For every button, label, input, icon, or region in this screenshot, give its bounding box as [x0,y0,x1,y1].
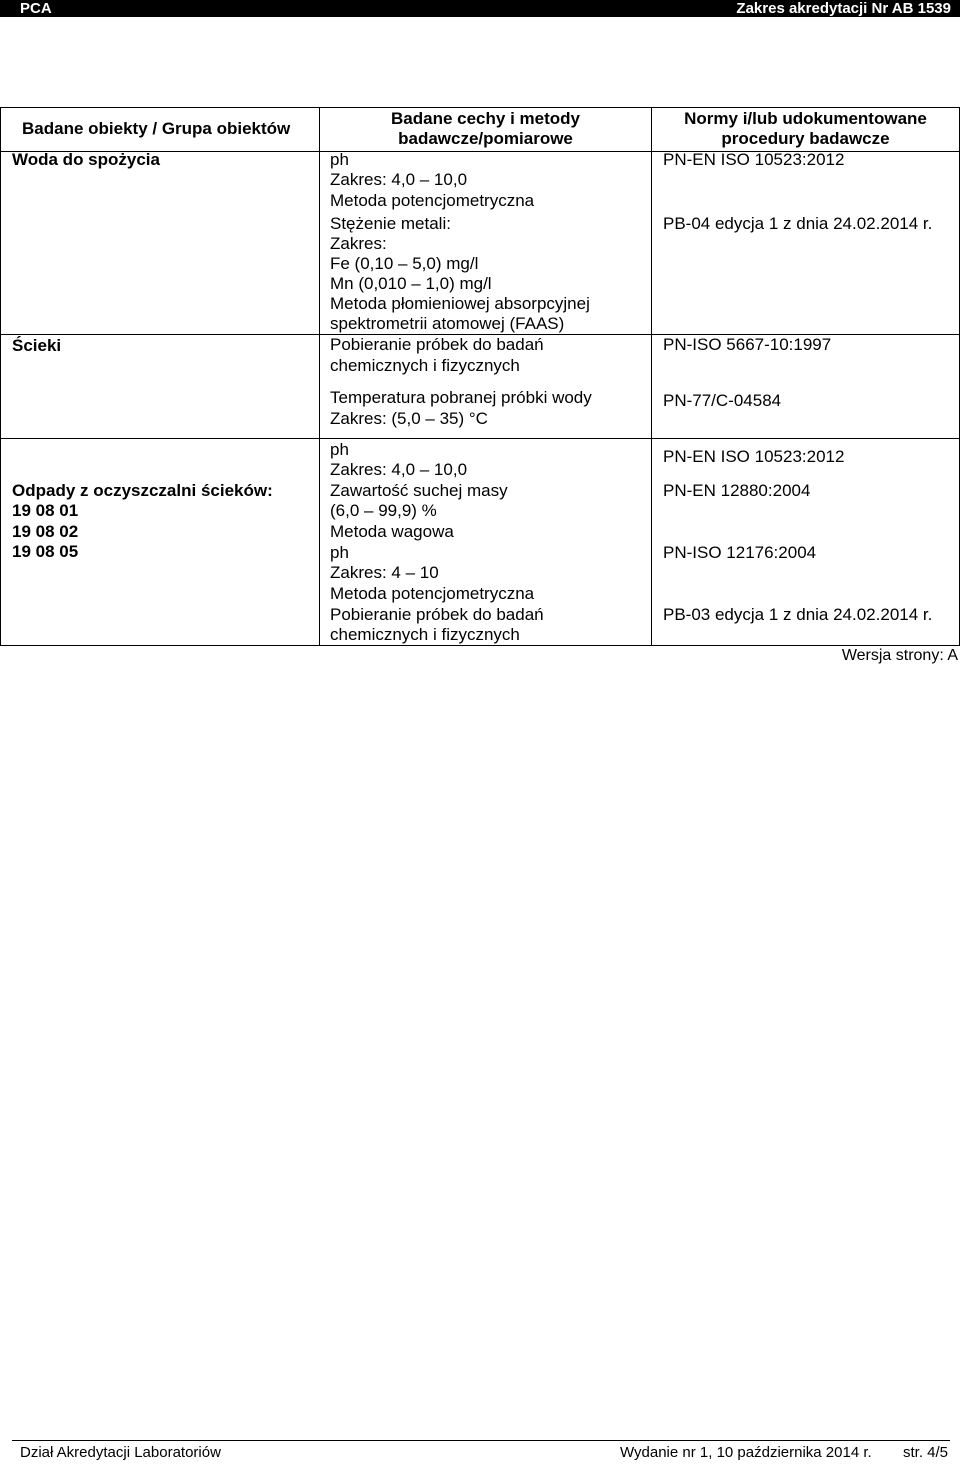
method-line: Zakres: 4,0 – 10,0 [330,170,468,189]
object-code: 19 08 05 [12,542,79,561]
object-woda: Woda do spożycia [12,150,160,169]
method-line: Temperatura pobranej próbki wody [330,388,592,407]
method-line: Pobieranie próbek do badań [330,605,544,624]
table-col-divider [651,107,652,646]
method-line: Zakres: (5,0 – 35) °C [330,409,488,428]
table-top-border [0,107,960,108]
norm-item: PN-ISO 12176:2004 [663,543,817,562]
norm-item: PB-04 edycja 1 z dnia 24.02.2014 r. [663,214,933,233]
norm-item: PN-EN 12880:2004 [663,481,811,500]
table-col-divider [319,107,320,646]
norm-item: PB-03 edycja 1 z dnia 24.02.2014 r. [663,605,933,624]
method-line: chemicznych i fizycznych [330,356,520,375]
footer-divider [12,1440,950,1441]
header-left-label: PCA [20,0,52,17]
column-header-methods-line2: badawcze/pomiarowe [398,129,573,148]
method-line: Pobieranie próbek do badań [330,335,544,354]
method-line: Fe (0,10 – 5,0) mg/l [330,254,479,273]
method-line: chemicznych i fizycznych [330,625,520,644]
table-bottom-border [0,645,960,646]
footer-page-number: str. 4/5 [903,1444,949,1461]
method-line: Metoda potencjometryczna [330,191,535,210]
object-code: 19 08 02 [12,522,79,541]
table-left-border [0,107,1,646]
method-line: spektrometrii atomowej (FAAS) [330,314,565,333]
table-row-divider [0,438,960,439]
object-scieki: Ścieki [12,336,62,355]
norm-item: PN-ISO 5667-10:1997 [663,335,832,354]
method-line: Metoda potencjometryczna [330,584,535,603]
method-line: Mn (0,010 – 1,0) mg/l [330,274,492,293]
header-right-label: Zakres akredytacji Nr AB 1539 [736,0,951,17]
object-odpady: Odpady z oczyszczalni ścieków: [12,481,273,500]
method-line: ph [330,150,349,169]
column-header-methods: Badane cechy i metody [391,109,580,128]
method-line: ph [330,440,349,459]
method-line: Zakres: 4 – 10 [330,563,439,582]
column-header-norms: Normy i/lub udokumentowane [684,109,927,128]
column-header-norms-line2: procedury badawcze [721,129,890,148]
footer-department: Dział Akredytacji Laboratoriów [20,1444,221,1461]
method-line: Zawartość suchej masy [330,481,508,500]
norm-item: PN-EN ISO 10523:2012 [663,447,845,466]
method-line: Metoda płomieniowej absorpcyjnej [330,294,590,313]
page-version-label: Wersja strony: A [841,647,958,664]
method-line: Zakres: [330,234,387,253]
column-header-objects: Badane obiekty / Grupa obiektów [22,119,291,138]
footer-edition: Wydanie nr 1, 10 października 2014 r. [620,1444,872,1461]
method-line: Stężenie metali: [330,214,451,233]
method-line: Zakres: 4,0 – 10,0 [330,460,468,479]
norm-item: PN-77/C-04584 [663,391,782,410]
method-line: (6,0 – 99,9) % [330,501,437,520]
norm-item: PN-EN ISO 10523:2012 [663,150,845,169]
method-line: Metoda wagowa [330,522,454,541]
object-code: 19 08 01 [12,501,79,520]
method-line: ph [330,543,349,562]
page-header-bar [0,0,960,17]
